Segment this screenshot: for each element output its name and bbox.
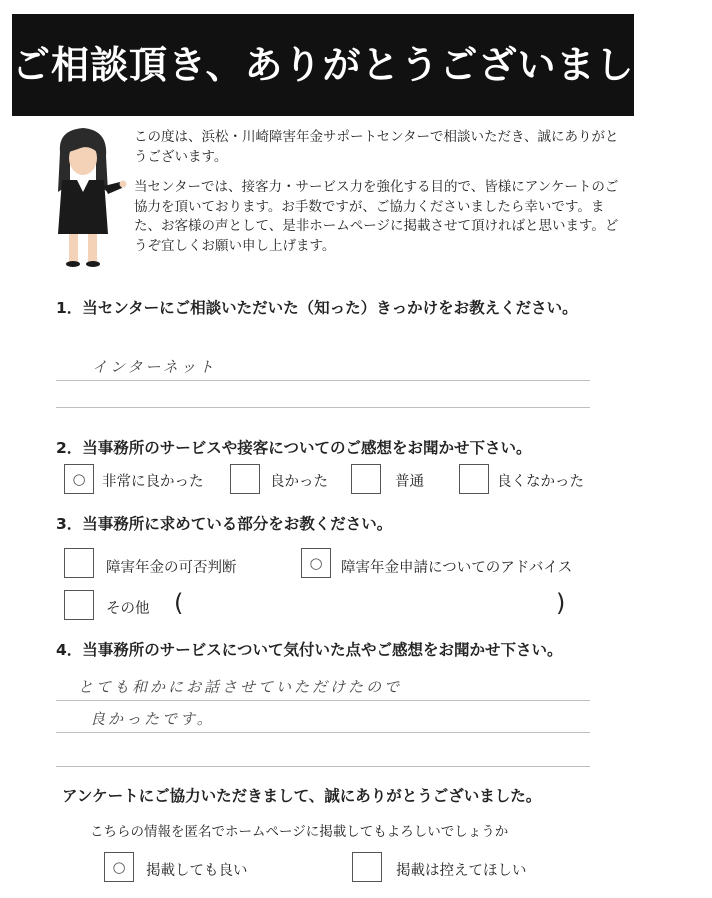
- q2-label-very-good: 非常に良かった: [102, 474, 204, 490]
- question-4-answer-line-1: とても和かにお話させていただけたので: [78, 678, 403, 696]
- q3-checkbox-advice[interactable]: [301, 548, 331, 578]
- answer-line: [56, 700, 590, 701]
- q2-label-not-good: 良くなかった: [497, 474, 584, 490]
- answer-line: [56, 407, 590, 408]
- question-2-title: 2．当事務所のサービスや接客についてのご感想をお聞かせ下さい。: [56, 439, 532, 457]
- question-1-answer: インターネット: [92, 358, 217, 376]
- q3-label-advice: 障害年金申請についてのアドバイス: [341, 560, 573, 576]
- q3-checkbox-other[interactable]: [64, 590, 94, 620]
- consent-label-allow: 掲載しても良い: [146, 863, 248, 879]
- page-title-banner: ご相談頂き、ありがとうございました！: [12, 14, 634, 116]
- q2-label-good: 良かった: [270, 474, 328, 490]
- checkbox-mark: ○: [112, 858, 126, 876]
- q2-checkbox-not-good[interactable]: [459, 464, 489, 494]
- intro-paragraph-thanks: この度は、浜松・川崎障害年金サポートセンターで相談いただき、誠にありがとうございます。: [134, 129, 619, 165]
- q3-checkbox-eligibility[interactable]: [64, 548, 94, 578]
- q3-label-other: その他: [106, 601, 150, 617]
- answer-line: [56, 766, 590, 767]
- intro-paragraph-request: 当センターでは、接客力・サービス力を強化する目的で、皆様にアンケートのご協力を頂いております。お手数ですが、ご協力くださいましたら幸いです。また、お客様の声として、是非ホームページに掲載させて頂ければと思います。どうぞ宜しくお願い申し上げます。: [134, 179, 619, 254]
- answer-line: [56, 380, 590, 381]
- checkbox-mark: ○: [309, 554, 323, 572]
- q3-label-eligibility: 障害年金の可否判断: [106, 560, 237, 576]
- q2-label-average: 普通: [395, 474, 424, 490]
- checkbox-mark: ○: [72, 470, 86, 488]
- question-1-title: 1．当センターにご相談いただいた（知った）きっかけをお教えください。: [56, 299, 578, 317]
- answer-line: [56, 732, 590, 733]
- other-open-paren: (: [174, 589, 184, 617]
- q2-checkbox-good[interactable]: [230, 464, 260, 494]
- intro-text: [134, 128, 629, 267]
- consent-label-decline: 掲載は控えてほしい: [396, 863, 527, 879]
- consent-checkbox-allow[interactable]: [104, 852, 134, 882]
- consent-question: こちらの情報を匿名でホームページに掲載してもよろしいでしょうか: [90, 824, 509, 840]
- closing-thanks: アンケートにご協力いただきまして、誠にありがとうございました。: [62, 787, 542, 805]
- staff-illustration: [38, 122, 128, 272]
- q2-checkbox-very-good[interactable]: [64, 464, 94, 494]
- consent-checkbox-decline[interactable]: [352, 852, 382, 882]
- question-4-answer-line-2: 良かったです。: [90, 710, 215, 728]
- question-3-title: 3．当事務所に求めている部分をお教ください。: [56, 515, 393, 533]
- question-4-title: 4．当事務所のサービスについて気付いた点やご感想をお聞かせ下さい。: [56, 641, 563, 659]
- other-close-paren: ): [556, 589, 566, 617]
- q2-checkbox-average[interactable]: [351, 464, 381, 494]
